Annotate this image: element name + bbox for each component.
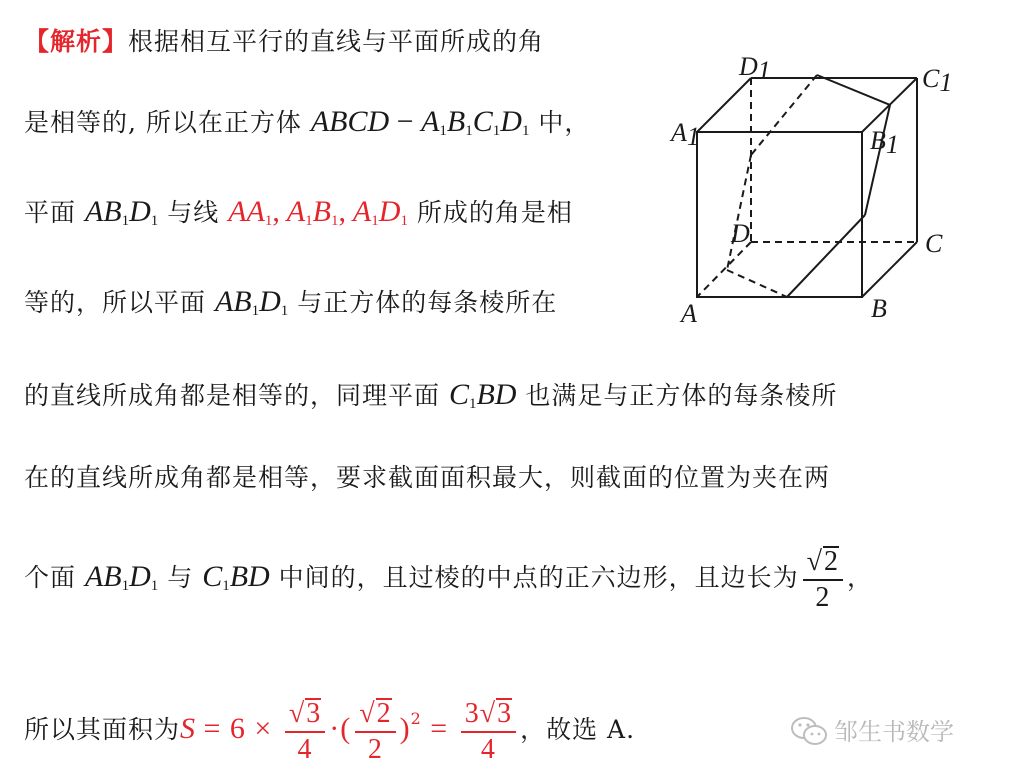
label-d1: D1	[739, 52, 771, 85]
section-edge-top	[817, 75, 890, 105]
label-a1: A1	[671, 118, 700, 151]
section-edge-front	[787, 215, 865, 297]
line-8: 所以其面积为S = 6 × $\frac{√3}{4}$ ·( $\frac{√2}{2}$ )$^2$ = $\frac{3√3}{4}$ ，故选 A.	[24, 697, 636, 765]
line-4: 等的，所以平面 $AB_1D_1$ 与正方体的每条棱所在	[24, 285, 558, 319]
section-edge-hidden-top	[751, 75, 817, 155]
line-1: 【解析】根据相互平行的直线与平面所成的角	[24, 27, 545, 56]
label-c1: C1	[922, 64, 953, 97]
section-edge-hidden-bottom	[727, 270, 787, 297]
plane-ab1d1-2: $AB_1D_1$	[214, 285, 289, 319]
section-edge-right	[865, 105, 890, 215]
watermark	[790, 712, 954, 747]
side-length-fraction: $\frac{√2}{2}$	[803, 545, 843, 615]
watermark-text: 邹生书数学	[834, 718, 954, 746]
line-6: 在的直线所成角都是相等，要求截面面积最大，则截面的位置为夹在两	[24, 463, 831, 492]
analysis-tag: 【解析】	[24, 27, 129, 56]
line-3: 平面 $AB_1D_1$ 与线 $AA_1$, $A_1B_1$, $A_1D_1$ 所成的角是相	[24, 195, 573, 229]
cube-figure	[665, 45, 975, 335]
wechat-icon	[790, 716, 828, 746]
label-b: B	[871, 294, 887, 323]
section-edge-hidden-left	[727, 155, 751, 270]
plane-c1bd: $C_1BD$	[448, 378, 517, 412]
label-c: C	[925, 229, 943, 258]
line-2: 是相等的, 所以在正方体 ABCD − $A_1B_1C_1D_1$ 中，	[24, 105, 591, 139]
plane-ab1d1-3: $AB_1D_1$	[84, 560, 159, 594]
line-7: 个面 $AB_1D_1$ 与 $C_1BD$ 中间的，且过棱的中点的正六边形，且边长为 $\frac{√2}{2}$ ，	[24, 545, 874, 613]
label-a: A	[681, 299, 697, 328]
label-b1: B1	[870, 126, 899, 159]
area-formula: S = 6 × $\frac{√3}{4}$ ·( $\frac{√2}{2}$ )$^2$ = $\frac{3√3}{4}$	[180, 715, 520, 744]
cube-name: ABCD − $A_1B_1C_1D_1$	[310, 105, 530, 139]
lines-aa1-a1b1-a1d1: $AA_1$, $A_1B_1$, $A_1D_1$	[228, 195, 408, 229]
plane-ab1d1: $AB_1D_1$	[84, 195, 159, 229]
line-5: 的直线所成角都是相等的，同理平面 $C_1BD$ 也满足与正方体的每条棱所	[24, 378, 838, 412]
plane-c1bd-2: $C_1BD$	[202, 560, 270, 594]
label-d: D	[731, 219, 750, 248]
